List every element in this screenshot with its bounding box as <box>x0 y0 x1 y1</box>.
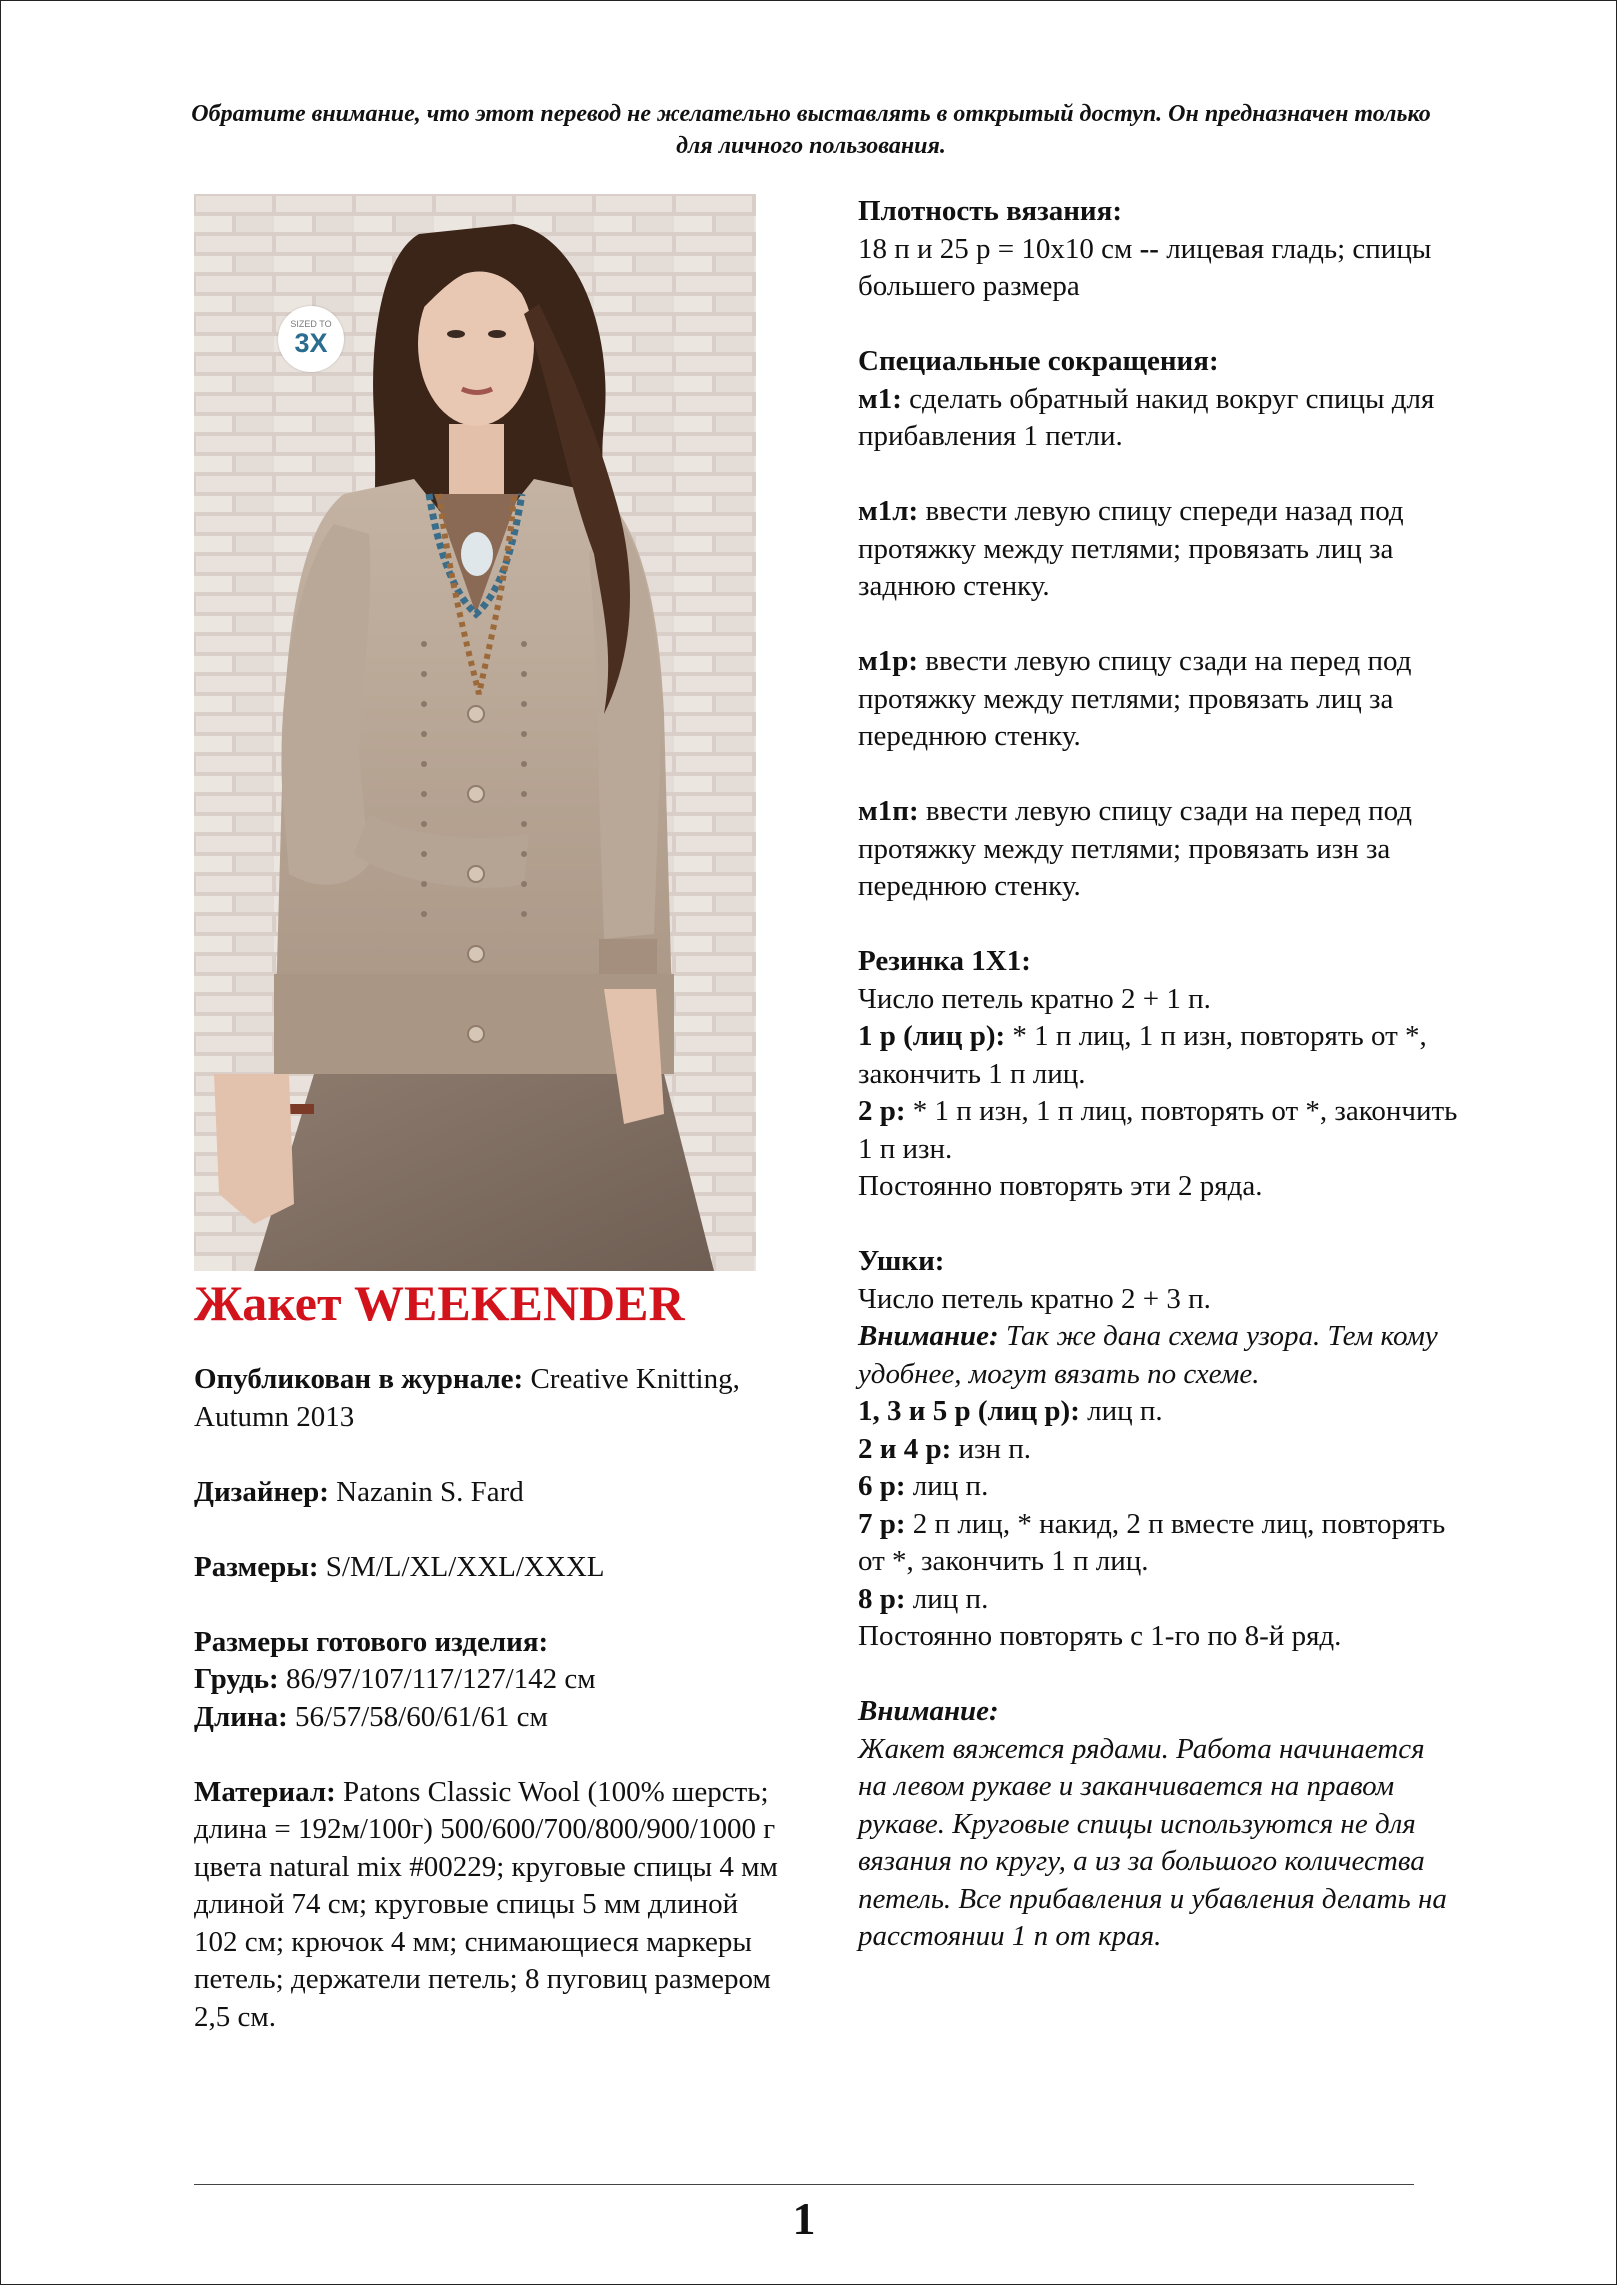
m1-label: м1: <box>858 382 902 415</box>
m1l-value: ввести левую спицу спереди назад под протяжку между петлями; провязать лиц за заднюю стенку. <box>858 495 1404 602</box>
footer-divider <box>194 2184 1414 2185</box>
sizes-value: S/M/L/XL/XXL/XXXL <box>318 1550 605 1583</box>
eyelet-row-7-value: 2 п лиц, * накид, 2 п вместе лиц, повторять от *, закончить 1 п лиц. <box>858 1507 1446 1577</box>
page-number: 1 <box>792 2193 816 2244</box>
abbr-label: Специальные сокращения: <box>858 345 1219 377</box>
eyelet-note-label: Внимание: <box>858 1320 999 1352</box>
length-value: 56/57/58/60/61/61 см <box>287 1700 548 1733</box>
material-info <box>194 1774 784 2037</box>
eyelet-note <box>858 1318 1458 1393</box>
eyelet-multiple: Число петель кратно 2 + 3 п. <box>858 1282 1211 1315</box>
gauge-line1: 18 п и 25 р = 10х10 см <box>858 232 1133 265</box>
eyelet-rows-135-label: 1, 3 и 5 р (лиц р): <box>858 1395 1080 1427</box>
rib-label: Резинка 1Х1: <box>858 945 1031 977</box>
rib-heading <box>858 943 1458 981</box>
designer-value: Nazanin S. Fard <box>328 1475 524 1508</box>
gauge-label: Плотность вязания: <box>858 195 1122 227</box>
length-info <box>194 1699 784 1737</box>
material-label: Материал: <box>194 1775 336 1808</box>
finished-sizes-heading <box>194 1624 784 1662</box>
eyelet-row-8-value: лиц п. <box>905 1582 989 1615</box>
rib-row1-value: * 1 п лиц, 1 п изн, повторять от *, закончить 1 п лиц. <box>858 1020 1427 1090</box>
chest-info <box>194 1661 784 1699</box>
length-label: Длина: <box>194 1700 288 1733</box>
rib-row2 <box>858 1093 1458 1168</box>
privacy-notice: Обратите внимание, что этот перевод не желательно выставлять в открытый доступ. Он предназначен только для личного пользования. <box>191 101 1431 159</box>
finished-label: Размеры готового изделия: <box>194 1625 549 1658</box>
eyelet-row-8-label: 8 р: <box>858 1582 906 1615</box>
rib-repeat: Постоянно повторять эти 2 ряда. <box>858 1170 1263 1202</box>
chest-label: Грудь: <box>194 1663 279 1695</box>
rib-multiple: Число петель кратно 2 + 1 п. <box>858 982 1211 1015</box>
m1p-value: ввести левую спицу сзади на перед под протяжку между петлями; провязать изн за переднюю стенку. <box>858 795 1413 902</box>
attention-heading <box>858 1693 1458 1731</box>
left-column <box>194 1273 784 2036</box>
abbr-m1r <box>858 643 1458 756</box>
eyelet-repeat: Постоянно повторять с 1-го по 8-й ряд. <box>858 1620 1342 1652</box>
rib-row2-label: 2 р: <box>858 1095 906 1127</box>
eyelet-label: Ушки: <box>858 1245 945 1277</box>
attention-body: Жакет вяжется рядами. Работа начинается на левом рукаве и заканчивается на правом рукаве. Круговые спицы используются не для вязания по кругу, а из за большого количества петель. Все прибавления и убавления делать на расстоянии 1 п от края. <box>858 1732 1447 1952</box>
gauge-rest: лицевая гладь; спицы большего размера <box>858 232 1432 302</box>
abbreviations-heading <box>858 343 1458 381</box>
attention-label: Внимание: <box>858 1695 999 1727</box>
badge-big-text: 3X <box>294 328 328 358</box>
eyelet-rows-135 <box>858 1393 1458 1431</box>
badge-small-text: SIZED TO <box>290 319 332 329</box>
m1l-label: м1л: <box>858 495 919 527</box>
sizes-label: Размеры: <box>194 1550 319 1583</box>
m1p-label: м1п: <box>858 795 919 827</box>
eyelet-row-6-value: лиц п. <box>905 1470 989 1502</box>
eyelet-row-8 <box>858 1581 1458 1619</box>
published-info <box>194 1361 784 1436</box>
eyelet-row-7-label: 7 р: <box>858 1507 906 1540</box>
eyelet-rows-135-value: лиц п. <box>1079 1395 1163 1427</box>
abbr-m1l <box>858 493 1458 606</box>
published-label: Опубликован в журнале: <box>194 1363 524 1395</box>
designer-info <box>194 1474 784 1512</box>
eyelet-row-6 <box>858 1468 1458 1506</box>
designer-label: Дизайнер: <box>194 1475 329 1508</box>
eyelet-heading <box>858 1243 1458 1281</box>
chest-value: 86/97/107/117/127/142 см <box>278 1663 596 1695</box>
eyelet-row-7 <box>858 1506 1458 1581</box>
published-value: Creative Knitting, Autumn 2013 <box>194 1363 740 1433</box>
attention-text <box>858 1731 1458 1956</box>
eyelet-rows-24-value: изн п. <box>951 1432 1032 1465</box>
pattern-title: Жакет WEEKENDER <box>194 1275 685 1331</box>
abbr-m1p <box>858 793 1458 906</box>
eyelet-note-value: Так же дана схема узора. Тем кому удобнее, могут вязать по схеме. <box>858 1320 1438 1390</box>
gauge-heading <box>858 193 1458 231</box>
rib-row1 <box>858 1018 1458 1093</box>
size-badge <box>278 306 344 372</box>
sizes-info <box>194 1549 784 1587</box>
m1-value: сделать обратный накид вокруг спицы для прибавления 1 петли. <box>858 382 1435 452</box>
rib-row2-value: * 1 п изн, 1 п лиц, повторять от *, закончить 1 п изн. <box>858 1095 1458 1165</box>
material-value: Patons Classic Wool (100% шерсть; длина = 192м/100г) 500/600/700/800/900/1000 г цвета natural mix #00229; круговые спицы 4 мм длиной 74 см; круговые спицы 5 мм длиной 102 см; крючок 4 мм; снимающиеся маркеры петель; держатели петель; 8 пуговиц размером 2,5 см. <box>194 1775 778 2033</box>
model-photo <box>194 194 756 1271</box>
m1r-value: ввести левую спицу сзади на перед под протяжку между петлями; провязать лиц за переднюю стенку. <box>858 645 1412 752</box>
gauge-info <box>858 231 1458 306</box>
eyelet-rows-24 <box>858 1431 1458 1469</box>
eyelet-row-6-label: 6 р: <box>858 1470 906 1502</box>
right-column <box>858 193 1458 1956</box>
gauge-dashes: -- <box>1132 232 1167 265</box>
m1r-label: м1р: <box>858 645 919 677</box>
rib-row1-label: 1 р (лиц р): <box>858 1020 1006 1052</box>
abbr-m1 <box>858 381 1458 456</box>
eyelet-rows-24-label: 2 и 4 р: <box>858 1432 952 1465</box>
